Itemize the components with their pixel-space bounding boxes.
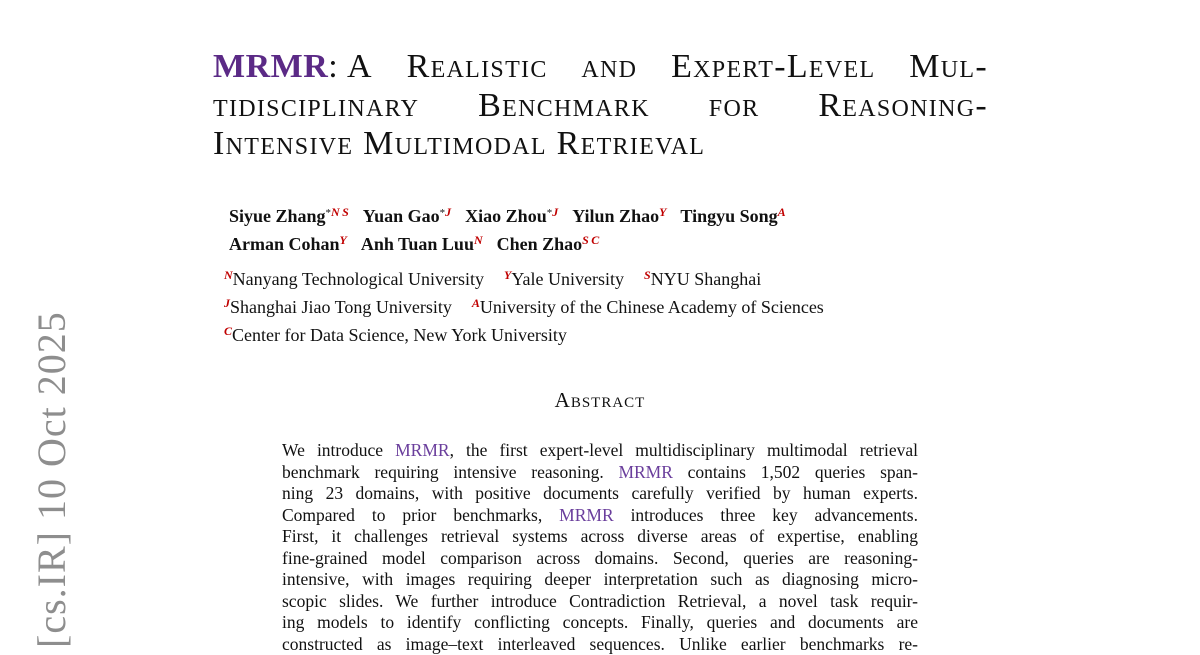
abstract-line bbox=[282, 634, 918, 655]
abstract-body bbox=[282, 440, 918, 655]
affiliation bbox=[224, 325, 567, 345]
author-row bbox=[229, 228, 800, 256]
author-list bbox=[229, 200, 800, 256]
benchmark-name-link[interactable]: MRMR bbox=[395, 440, 449, 460]
author-name: Arman Cohan$^Y$ bbox=[229, 234, 347, 254]
title-word: tidisciplinary bbox=[213, 87, 419, 126]
author-name: Chen Zhao$^{S C}$ bbox=[497, 234, 600, 254]
author-row bbox=[229, 200, 800, 228]
affiliation-name: Nanyang Technological University bbox=[233, 269, 484, 289]
title-word: Reasoning- bbox=[818, 87, 988, 126]
abstract-text: ing models to identify conflicting concepts. Finally, queries and documents are bbox=[282, 612, 918, 632]
title-word: and bbox=[581, 48, 637, 87]
abstract-line bbox=[282, 483, 918, 505]
abstract-line bbox=[282, 440, 918, 462]
affiliation-superscript: Y bbox=[659, 205, 666, 219]
abstract-text: scopic slides. We further introduce Contradiction Retrieval, a novel task requir- bbox=[282, 591, 918, 611]
title-line-1 bbox=[213, 48, 988, 87]
author-name: Tingyu Song$^A$ bbox=[680, 206, 785, 226]
title-segment-1: MRMR: A bbox=[213, 48, 373, 87]
equal-contribution-mark: * bbox=[440, 207, 446, 219]
abstract-line bbox=[282, 526, 918, 548]
abstract-line bbox=[282, 548, 918, 570]
arxiv-identifier-stamp: [cs.IR] 10 Oct 2025 bbox=[28, 288, 75, 648]
abstract-text: We introduce bbox=[282, 440, 395, 460]
affiliation-superscript: J bbox=[445, 205, 451, 219]
title-word: for bbox=[709, 87, 760, 126]
affiliation-mark: A bbox=[472, 296, 480, 310]
abstract-line bbox=[282, 505, 918, 527]
affiliation-superscript: S C bbox=[582, 233, 599, 247]
benchmark-name: MRMR bbox=[213, 48, 328, 85]
title-word: Mul- bbox=[909, 48, 988, 87]
equal-contribution-mark: * bbox=[547, 207, 553, 219]
affiliation-superscript: A bbox=[778, 205, 786, 219]
author-name: Yuan Gao$^{*J}$ bbox=[363, 206, 451, 226]
affiliation bbox=[224, 269, 484, 289]
abstract-text: Compared to prior benchmarks, bbox=[282, 505, 559, 525]
abstract-text: constructed as image–text interleaved sequences. Unlike earlier benchmarks re- bbox=[282, 634, 918, 654]
abstract-line bbox=[282, 569, 918, 591]
affiliation-superscript: Y bbox=[340, 233, 347, 247]
title-word: Expert-Level bbox=[671, 48, 875, 87]
title-word: Retrieval bbox=[557, 125, 706, 164]
equal-contribution-mark: * bbox=[326, 207, 332, 219]
abstract-text: intensive, with images requiring deeper interpretation such as diagnosing micro- bbox=[282, 569, 918, 589]
affiliation-superscript: N S bbox=[331, 205, 349, 219]
affiliation bbox=[644, 269, 761, 289]
abstract-line bbox=[282, 462, 918, 484]
affiliation-superscript: N bbox=[474, 233, 483, 247]
affiliation-mark: N bbox=[224, 268, 233, 282]
affiliation-mark: C bbox=[224, 324, 232, 338]
abstract-text: fine-grained model comparison across domains. Second, queries are reasoning- bbox=[282, 548, 918, 568]
author-name: Yilun Zhao$^Y$ bbox=[572, 206, 666, 226]
abstract-text: ning 23 domains, with positive documents carefully verified by human experts. bbox=[282, 483, 918, 503]
author-name: Xiao Zhou$^{*J}$ bbox=[465, 206, 558, 226]
abstract-text: , the first expert-level multidisciplinary multimodal retrieval bbox=[450, 440, 918, 460]
affiliation-name: Center for Data Science, New York University bbox=[232, 325, 567, 345]
benchmark-name-link[interactable]: MRMR bbox=[559, 505, 613, 525]
author-name: Siyue Zhang$^{*N S}$ bbox=[229, 206, 349, 226]
abstract-text: First, it challenges retrieval systems across diverse areas of expertise, enabling bbox=[282, 526, 918, 546]
affiliation bbox=[472, 297, 824, 317]
abstract-line bbox=[282, 591, 918, 613]
affiliation-mark: Y bbox=[504, 268, 511, 282]
affiliation-mark: S bbox=[644, 268, 651, 282]
affiliation-mark: J bbox=[224, 296, 230, 310]
abstract-text: benchmark requiring intensive reasoning. bbox=[282, 462, 618, 482]
paper-title bbox=[213, 48, 988, 164]
affiliation-row bbox=[224, 319, 844, 347]
affiliation bbox=[504, 269, 624, 289]
title-word: Benchmark bbox=[478, 87, 650, 126]
affiliation-name: NYU Shanghai bbox=[651, 269, 762, 289]
affiliation-row bbox=[224, 291, 844, 319]
affiliation-name: Shanghai Jiao Tong University bbox=[230, 297, 452, 317]
affiliation-row bbox=[224, 263, 844, 291]
title-line-3 bbox=[213, 125, 988, 164]
author-name: Anh Tuan Luu$^N$ bbox=[361, 234, 483, 254]
abstract-text: introduces three key advancements. bbox=[614, 505, 918, 525]
title-word: Realistic bbox=[407, 48, 548, 87]
title-line-2 bbox=[213, 87, 988, 126]
benchmark-name-link[interactable]: MRMR bbox=[618, 462, 672, 482]
affiliation-name: Yale University bbox=[511, 269, 624, 289]
affiliation-superscript: J bbox=[552, 205, 558, 219]
abstract-line bbox=[282, 612, 918, 634]
affiliation-list bbox=[224, 263, 844, 347]
title-word: Intensive bbox=[213, 125, 353, 164]
title-word: Multimodal bbox=[363, 125, 547, 164]
abstract-heading: Abstract bbox=[0, 388, 1200, 413]
abstract-text: contains 1,502 queries span- bbox=[673, 462, 918, 482]
affiliation bbox=[224, 297, 452, 317]
affiliation-name: University of the Chinese Academy of Sciences bbox=[480, 297, 824, 317]
